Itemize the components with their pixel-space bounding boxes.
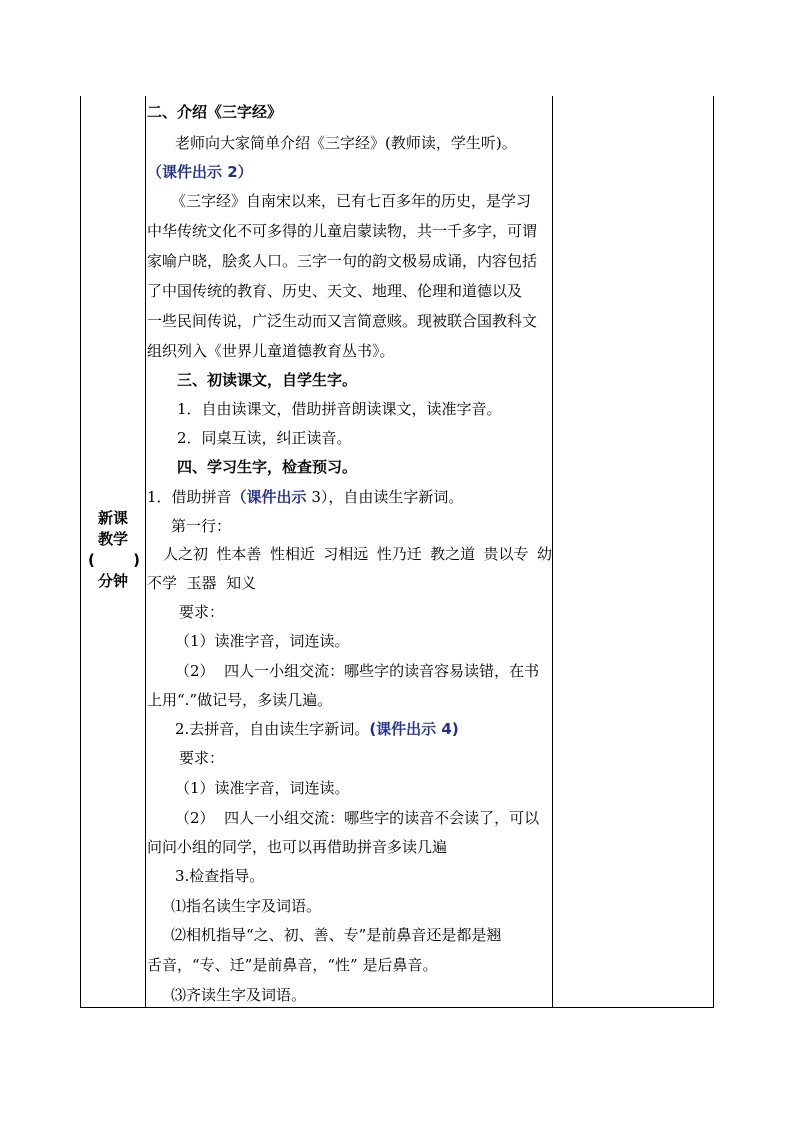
word-item: 教之道: [430, 545, 476, 563]
requirement-1-2a: （2） 四人一小组交流：哪些字的读音容易读错，在书: [175, 662, 540, 680]
table-border-left: [80, 96, 81, 1008]
row-1-label: 第一行：: [171, 517, 232, 535]
word-item: 性本善: [216, 545, 262, 563]
step-4-1-post: 3），自由读生字新词。: [306, 488, 464, 506]
word-item: 人之初: [163, 545, 209, 563]
requirement-2-2a: （2） 四人一小组交流：哪些字的读音不会读了，可以: [175, 809, 540, 827]
label-line-4: 分钟: [97, 572, 128, 590]
label-line-2: 教学: [97, 530, 128, 548]
paragraph-line-4: 了中国传统的教育、历史、天文、地理、伦理和道德以及: [147, 282, 523, 300]
step-4-1: [147, 487, 552, 507]
word-item: 幼: [536, 545, 552, 563]
word-list-row-1: [147, 544, 552, 564]
heading-section-4: 四、学习生字，检查预习。: [177, 458, 358, 476]
word-item: 习相远: [323, 545, 369, 563]
label-paren-close: ): [133, 551, 140, 569]
paragraph-line-5: 一些民间传说，广泛生动而又言简意赅。现被联合国教科文: [147, 312, 538, 330]
word-item: 贵以专: [483, 545, 529, 563]
heading-section-2: 二、介绍《三字经》: [147, 103, 283, 121]
check-item-3: ⑶齐读生字及词语。: [171, 986, 307, 1004]
label-line-1: 新课: [97, 509, 128, 527]
step-4-2: [147, 719, 580, 739]
step-4-2-courseware-ref: (课件出示 4): [369, 720, 459, 738]
requirement-1-2b: 上用“.”做记号，多读几遍。: [147, 691, 333, 709]
label-paren-open: (: [88, 551, 95, 569]
word-item: 性相近: [269, 545, 315, 563]
check-item-2b: 舌音，“专、迁”是前鼻音，“性” 是后鼻音。: [147, 956, 438, 974]
step-4-3: 3.检查指导。: [175, 867, 265, 885]
paragraph-line-6: 组织列入《世界儿童道德教育丛书》。: [147, 342, 395, 360]
requirement-label-2: 要求：: [179, 749, 225, 767]
check-item-2a: ⑵相机指导“之、初、善、专”是前鼻音还是都是翘: [171, 926, 502, 944]
section-label: [82, 508, 144, 592]
table-border-right: [713, 96, 714, 1008]
step-3-2: 2．同桌互读，纠正读音。: [177, 429, 352, 447]
word-list-row-2: 不学 玉器 知义: [147, 574, 257, 592]
word-item: 性乃迁: [376, 545, 422, 563]
step-4-1-pre: 1．借助拼音: [147, 488, 232, 506]
step-4-1-courseware-ref: （课件出示: [231, 488, 307, 506]
requirement-label-1: 要求：: [179, 603, 225, 621]
step-3-1: 1．自由读课文，借助拼音朗读课文，读准字音。: [177, 400, 502, 418]
requirement-2-2b: 问问小组的同学，也可以再借助拼音多读几遍: [147, 838, 448, 856]
label-duration-parens: [82, 550, 144, 571]
requirement-1-1: （1）读准字音，词连读。: [175, 632, 350, 650]
requirement-2-1: （1）读准字音，词连读。: [175, 779, 350, 797]
intro-text: 老师向大家简单介绍《三字经》(教师读，学生听)。: [175, 134, 517, 152]
table-divider-1: [145, 96, 146, 1008]
step-4-2-pre: 2.去拼音，自由读生字新词。: [175, 720, 370, 738]
paragraph-line-3: 家喻户晓，脍炙人口。三字一句的韵文极易成诵，内容包括: [147, 252, 538, 270]
paragraph-line-1: [147, 191, 552, 211]
heading-section-3: 三、初读课文，自学生字。: [177, 371, 358, 389]
check-item-1: ⑴指名读生字及词语。: [171, 897, 322, 915]
paragraph-line-1-text: 《三字经》自南宋以来，已有七百多年的历史，是学习: [171, 192, 532, 210]
table-border-bottom: [80, 1007, 714, 1008]
paragraph-line-2: 中华传统文化不可多得的儿童启蒙读物，共一千多字，可谓: [147, 222, 538, 240]
courseware-ref-2: （课件出示 2）: [147, 163, 253, 181]
